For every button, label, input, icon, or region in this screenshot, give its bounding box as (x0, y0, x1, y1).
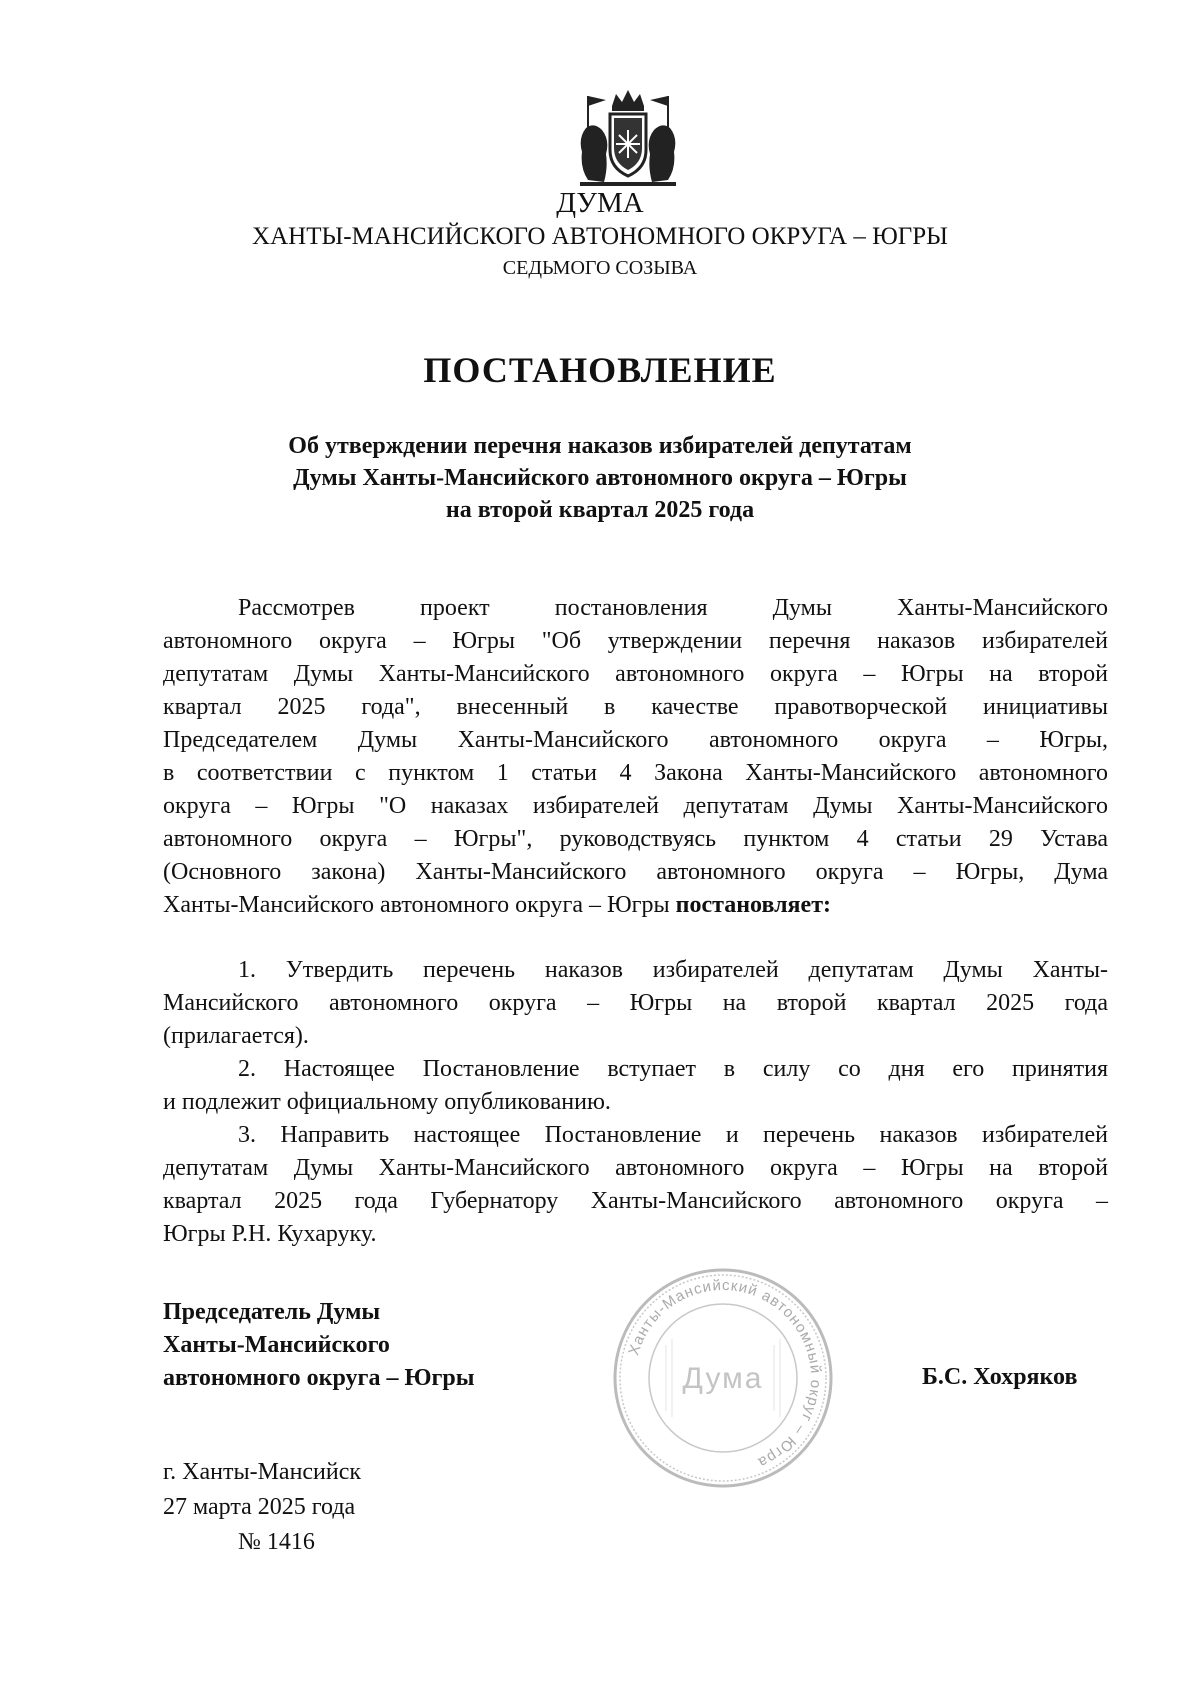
item-1-line: 1. Утвердить перечень наказов избирателей депутатам Думы Ханты- (238, 957, 1108, 983)
preamble-line: Ханты-Мансийского автономного округа – Югры (163, 892, 670, 918)
item-1-line: (прилагается). (163, 1023, 309, 1049)
item-3-line: 3. Направить настоящее Постановление и перечень наказов избирателей (238, 1122, 1108, 1148)
preamble-line: Председателем Думы Ханты-Мансийского автономного округа – Югры, (163, 727, 1108, 753)
subject-line-3: на второй квартал 2025 года (445, 497, 755, 523)
signer-title-line: автономного округа – Югры (163, 1365, 475, 1391)
preamble-line: депутатам Думы Ханты-Мансийского автономного округа – Югры на второй (163, 661, 1108, 687)
item-3-line: квартал 2025 года Губернатору Ханты-Мансийского автономного округа – (163, 1188, 1108, 1214)
item-3-line: депутатам Думы Ханты-Мансийского автономного округа – Югры на второй (163, 1155, 1108, 1181)
preamble-line: (Основного закона) Ханты-Мансийского автономного округа – Югры, Дума (163, 859, 1108, 885)
coat-of-arms-icon (572, 88, 684, 188)
subject-line-1: Об утверждении перечня наказов избирателей депутатам (288, 433, 912, 459)
subject-line-2: Думы Ханты-Мансийского автономного округа – Югры (293, 465, 907, 491)
preamble-line: квартал 2025 года", внесенный в качестве правотворческой инициативы (163, 694, 1108, 720)
signer-title-line: Председатель Думы (163, 1299, 381, 1325)
preamble-line: автономного округа – Югры", руководствуясь пунктом 4 статьи 29 Устава (163, 826, 1108, 852)
place: г. Ханты-Мансийск (163, 1459, 362, 1485)
signer-title-line: Ханты-Мансийского (163, 1332, 390, 1358)
svg-text:Ханты-Мансийский автономный ок: Ханты-Мансийский автономный округ – Югра (625, 1276, 825, 1472)
svg-text:Дума: Дума (682, 1362, 764, 1395)
preamble-line: Рассмотрев проект постановления Думы Ханты-Мансийского (238, 595, 1108, 621)
signer-name: Б.С. Хохряков (922, 1364, 1078, 1390)
document-number: № 1416 (238, 1529, 315, 1555)
official-stamp (610, 1265, 836, 1491)
preamble-line: автономного округа – Югры "Об утверждении перечня наказов избирателей (163, 628, 1108, 654)
preamble-line: в соответствии с пунктом 1 статьи 4 Закона Ханты-Мансийского автономного (163, 760, 1108, 786)
document-type-title: ПОСТАНОВЛЕНИЕ (423, 350, 777, 390)
item-2-line: и подлежит официальному опубликованию. (163, 1089, 611, 1115)
org-name-line-1: ДУМА (556, 187, 644, 219)
resolves-word: постановляет: (675, 892, 831, 918)
item-2-line: 2. Настоящее Постановление вступает в силу со дня его принятия (238, 1056, 1108, 1082)
item-3-line: Югры Р.Н. Кухаруку. (163, 1221, 377, 1247)
preamble-line: округа – Югры "О наказах избирателей депутатам Думы Ханты-Мансийского (163, 793, 1108, 819)
date: 27 марта 2025 года (163, 1494, 356, 1520)
item-1-line: Мансийского автономного округа – Югры на второй квартал 2025 года (163, 990, 1108, 1016)
convocation-line: СЕДЬМОГО СОЗЫВА (502, 257, 698, 279)
org-name-line-2: ХАНТЫ-МАНСИЙСКОГО АВТОНОМНОГО ОКРУГА – ЮГРЫ (252, 223, 948, 250)
preamble-last-line (163, 890, 1108, 920)
